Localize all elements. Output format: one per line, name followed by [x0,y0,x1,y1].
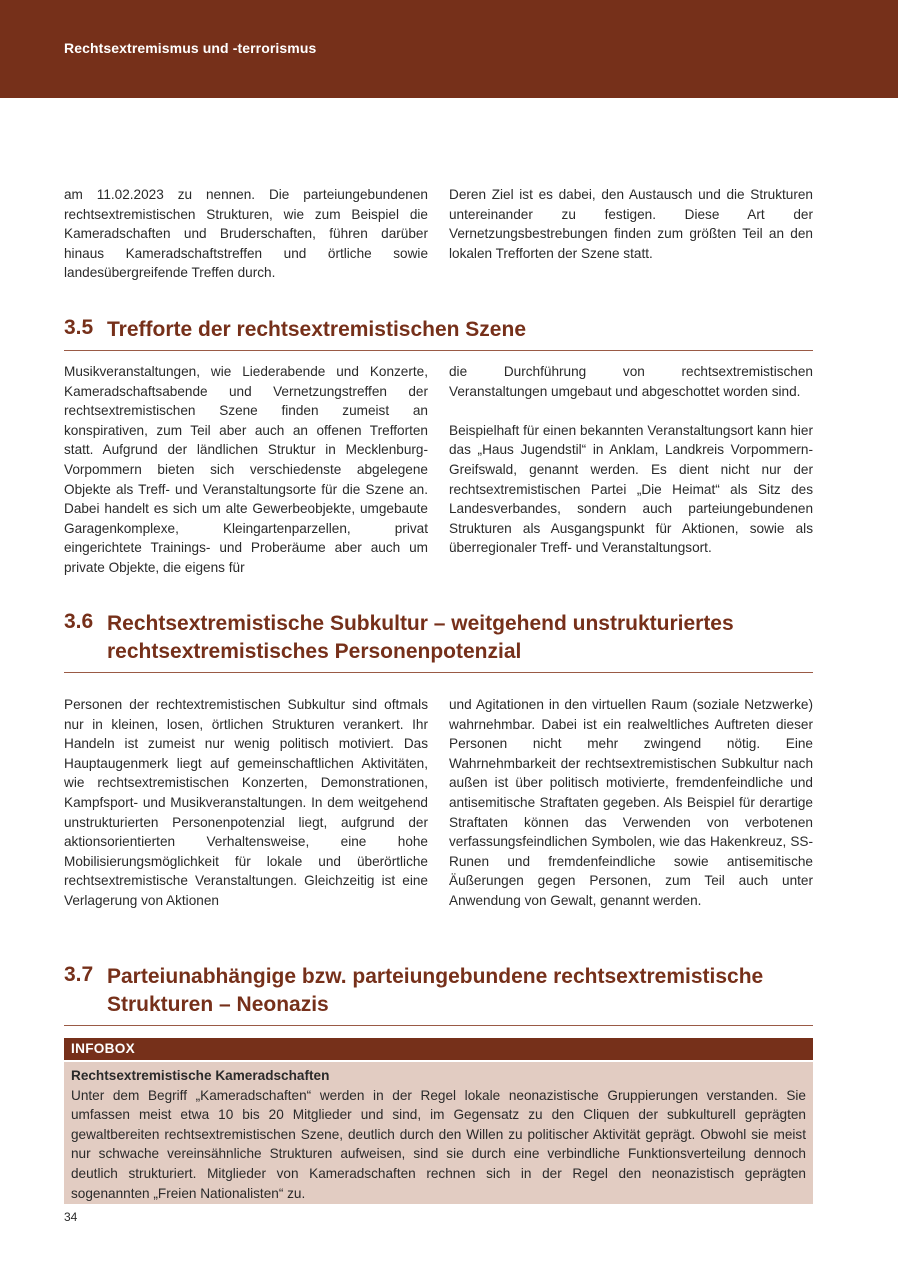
section-heading-3-5 [64,316,813,351]
infobox-body [64,1062,813,1204]
section-3-6-columns [64,695,813,911]
section-number: 3.5 [64,316,94,339]
intro-right-column [449,185,813,283]
section-number: 3.7 [64,963,94,986]
infobox-header [64,1038,813,1060]
section-3-5-right-column [449,362,813,578]
section-3-5-left-column [64,362,428,578]
paragraph: Beispielhaft für einen bekannten Veranstaltungsort kann hier das „Haus Jugendstil“ in Anklam, Landkreis Vorpommern-Greifswald, genannt werden. Es dient nicht nur der rechtsextremistischen Partei „Die Heimat“ als Sitz des Landesverbandes, sondern auch parteiungebundenen Strukturen als Ausgangspunkt für Aktionen, sowie als überregionaler Treff- und Veranstaltungsort. [449,422,813,556]
section-3-5-columns [64,362,813,578]
section-number: 3.6 [64,610,94,633]
paragraph: und Agitationen in den virtuellen Raum (soziale Netzwerke) wahrnehmbar. Dabei ist ein realweltliches Auftreten dieser Personen nicht mehr zwingend nötig. Eine Wahrnehmbarkeit der rechtsextremistischen Subkultur nach außen ist über politisch motivierte, fremdenfeindliche und antisemitische Straftaten gegeben. Als Beispiel für derartige Straftaten können das Verwenden von verbotenen verfassungsfeindlichen Symbolen, wie das Hakenkreuz, SS-Runen und fremdenfeindliche sowie antisemitische Äußerungen gegen Personen, zum Teil auch unter Anwendung von Gewalt, genannt werden. [449,697,813,908]
section-3-6-left-column [64,695,428,911]
intro-left-text: am 11.02.2023 zu nennen. Die parteiungebundenen rechtsextremistischen Strukturen, wie zum Beispiel die Kameradschaften und Bruderschaften, führen darüber hinaus Kameradschaftstreffen und örtliche sowie landesübergreifende Treffen durch. [64,187,428,281]
intro-columns [64,185,813,283]
section-heading-3-6 [64,610,813,673]
running-header-title: Rechtsextremismus und -terrorismus [64,40,317,56]
section-title: Trefforte der rechtsextremistischen Szene [107,318,526,341]
infobox-text: Unter dem Begriff „Kameradschaften“ werden in der Regel lokale neonazistische Gruppierungen verstanden. Sie umfassen meist etwa 10 bis 20 Mitglieder und sind, im Gegensatz zu den Cliquen der subkulturell geprägten gewaltbereiten rechtsextremistischen Szene, deutlich durch den Willen zu politischer Aktivität geprägt. Obwohl sie meist nur schwache vereinsähnliche Strukturen aufweisen, sind sie durch eine verbindliche Funktionsverteilung dennoch deutlich strukturiert. Mitglieder von Kameradschaften rechnen sich in der Regel den neonazistisch geprägten sogenannten „Freien Nationalisten“ zu. [71,1087,806,1201]
section-3-6-right-column [449,695,813,911]
paragraph: Personen der rechtextremistischen Subkultur sind oftmals nur in kleinen, losen, örtlichen Strukturen verankert. Ihr Handeln ist zumeist nur wenig politisch motiviert. Das Hauptaugenmerk liegt auf gemeinschaftlichen Aktivitäten, wie rechtsextremistischen Konzerten, Demonstrationen, Kampfsport- und Musikveranstaltungen. In dem weitgehend unstrukturierten Personenpotenzial liegt, aufgrund der aktionsorientierten Verhaltensweise, eine hohe Mobilisierungsmöglichkeit für lokale und überörtliche rechtsextremistische Veranstaltungen. Gleichzeitig ist eine Verlagerung von Aktionen [64,697,428,908]
paragraph: Musikveranstaltungen, wie Liederabende und Konzerte, Kameradschaftsabende und Vernetzungstreffen der rechtsextremistischen Szene finden zumeist an konspirativen, zum Teil aber auch an offenen Trefforten statt. Aufgrund der ländlichen Struktur in Mecklenburg-Vorpommern bieten sich verschiedenste abgelegene Objekte als Treff- und Veranstaltungsorte für die Szene an. Dabei handelt es sich um alte Gewerbeobjekte, umgebaute Garagenkomplexe, Kleingartenparzellen, privat eingerichtete Trainings- und Proberäume aber auch um private Objekte, die eigens für [64,364,428,575]
paragraph: die Durchführung von rechtsextremistischen Veranstaltungen umgebaut und abgeschottet worden sind. [449,364,813,399]
intro-right-text: Deren Ziel ist es dabei, den Austausch und die Strukturen untereinander zu festigen. Diese Art der Vernetzungsbestrebungen finden zum größten Teil an den lokalen Trefforten der Szene statt. [449,187,813,261]
section-title: Rechtsextremistische Subkultur – weitgehend unstrukturiertes rechtsextremistisches Personenpotenzial [107,612,734,663]
intro-left-column [64,185,428,283]
section-heading-3-7 [64,963,813,1026]
infobox-title: Rechtsextremistische Kameradschaften [71,1068,330,1083]
page-header [0,0,898,98]
page-number: 34 [64,1210,78,1224]
infobox-label: INFOBOX [71,1041,136,1056]
section-title: Parteiunabhängige bzw. parteiungebundene rechtsextremistische Strukturen – Neonazis [107,965,764,1016]
